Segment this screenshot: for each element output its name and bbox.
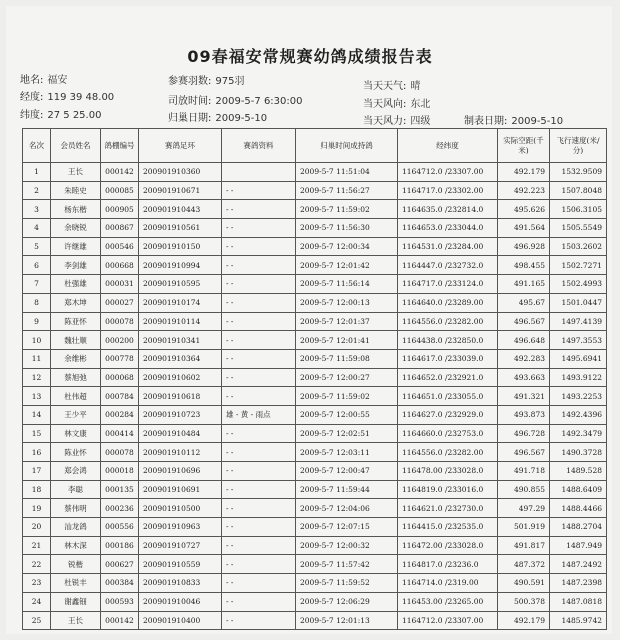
rank-cell: 7	[23, 275, 51, 294]
member-cell: 杜锐丰	[51, 574, 101, 593]
distance-cell: 492.223	[498, 181, 550, 200]
speed-cell: 1493.2253	[550, 387, 607, 406]
distance-cell: 493.873	[498, 405, 550, 424]
release-time-value: 2009-5-7 6:30:00	[215, 96, 303, 107]
lon-lat-cell: 1164438.0 /232850.0	[398, 331, 498, 350]
member-cell: 郑木坤	[51, 293, 101, 312]
pigeon-info-cell: - -	[222, 424, 296, 443]
distance-cell: 492.179	[498, 163, 550, 182]
lon-lat-cell: 1164640.0 /23289.00	[398, 293, 498, 312]
lon-lat-cell: 1164660.0 /232753.0	[398, 424, 498, 443]
ring-no-cell: 000031	[101, 275, 139, 294]
lon-lat-cell: 116453.00 /23265.00	[398, 592, 498, 611]
member-cell: 蔡伟明	[51, 499, 101, 518]
return-time-cell: 2009-5-7 12:00:27	[296, 368, 398, 387]
speed-cell: 1490.3728	[550, 443, 607, 462]
lon-lat-cell: 1164556.0 /23282.00	[398, 312, 498, 331]
ring-no-cell: 000027	[101, 293, 139, 312]
rank-cell: 18	[23, 480, 51, 499]
distance-cell: 496.928	[498, 237, 550, 256]
distance-cell: 498.455	[498, 256, 550, 275]
distance-cell: 491.817	[498, 536, 550, 555]
report-date-label: 制表日期:	[464, 116, 508, 127]
col-lon-lat: 经纬度	[398, 129, 498, 163]
ring-no-cell: 000236	[101, 499, 139, 518]
distance-cell: 490.591	[498, 574, 550, 593]
speed-cell: 1502.7271	[550, 256, 607, 275]
col-ring: 赛鸽足环	[139, 129, 222, 163]
pigeon-info-cell: 雄 - 黄 - 雨点	[222, 405, 296, 424]
distance-cell: 490.855	[498, 480, 550, 499]
rank-cell: 23	[23, 574, 51, 593]
location-value: 福安	[47, 75, 68, 86]
release-time-info	[168, 92, 303, 107]
distance-cell: 497.29	[498, 499, 550, 518]
ring-cell: 200901910963	[139, 518, 222, 537]
ring-cell: 200901910150	[139, 237, 222, 256]
pigeon-info-cell: - -	[222, 536, 296, 555]
speed-cell: 1487.949	[550, 536, 607, 555]
rank-cell: 1	[23, 163, 51, 182]
table-row	[23, 574, 607, 593]
return-time-cell: 2009-5-7 11:51:04	[296, 163, 398, 182]
ring-cell: 200901910671	[139, 181, 222, 200]
table-row	[23, 163, 607, 182]
table-row	[23, 237, 607, 256]
member-cell: 李聪	[51, 480, 101, 499]
longitude-label: 经度:	[20, 92, 44, 103]
lon-lat-cell: 1164635.0 /232814.0	[398, 200, 498, 219]
rank-cell: 13	[23, 387, 51, 406]
entries-label: 参赛羽数:	[168, 76, 212, 87]
ring-no-cell: 000627	[101, 555, 139, 574]
return-time-cell: 2009-5-7 11:56:30	[296, 219, 398, 238]
wind-force-value: 四级	[410, 116, 431, 127]
member-cell: 陈亚怀	[51, 312, 101, 331]
pigeon-info-cell: - -	[222, 181, 296, 200]
ring-cell: 200901910595	[139, 275, 222, 294]
table-row	[23, 443, 607, 462]
return-time-cell: 2009-5-7 12:04:06	[296, 499, 398, 518]
distance-cell: 495.67	[498, 293, 550, 312]
ring-cell: 200901910994	[139, 256, 222, 275]
distance-cell: 496.648	[498, 331, 550, 350]
return-time-cell: 2009-5-7 11:59:02	[296, 387, 398, 406]
member-cell: 余晓锐	[51, 219, 101, 238]
table-row	[23, 331, 607, 350]
rank-cell: 11	[23, 349, 51, 368]
ring-cell: 200901910559	[139, 555, 222, 574]
weather-value: 晴	[410, 81, 421, 92]
lon-lat-cell: 1164621.0 /232730.0	[398, 499, 498, 518]
lon-lat-cell: 1164651.0 /233055.0	[398, 387, 498, 406]
member-cell: 杜伟超	[51, 387, 101, 406]
ring-cell: 200901910723	[139, 405, 222, 424]
return-time-cell: 2009-5-7 12:03:11	[296, 443, 398, 462]
return-time-cell: 2009-5-7 12:06:29	[296, 592, 398, 611]
ring-cell: 200901910691	[139, 480, 222, 499]
speed-cell: 1492.4396	[550, 405, 607, 424]
rank-cell: 5	[23, 237, 51, 256]
rank-cell: 15	[23, 424, 51, 443]
pigeon-info-cell: - -	[222, 368, 296, 387]
table-row	[23, 424, 607, 443]
distance-cell: 496.567	[498, 443, 550, 462]
col-member: 会员姓名	[51, 129, 101, 163]
return-time-cell: 2009-5-7 11:56:27	[296, 181, 398, 200]
member-cell: 王长	[51, 611, 101, 630]
member-cell: 王少平	[51, 405, 101, 424]
ring-cell: 200901910443	[139, 200, 222, 219]
member-cell: 谢鑫钿	[51, 592, 101, 611]
rank-cell: 20	[23, 518, 51, 537]
speed-cell: 1487.2492	[550, 555, 607, 574]
distance-cell: 491.165	[498, 275, 550, 294]
lon-lat-cell: 1164819.0 /233016.0	[398, 480, 498, 499]
member-cell: 蔡旭弛	[51, 368, 101, 387]
ring-no-cell: 000668	[101, 256, 139, 275]
table-row	[23, 405, 607, 424]
pigeon-info-cell: - -	[222, 443, 296, 462]
member-cell: 李剑雄	[51, 256, 101, 275]
distance-cell: 491.718	[498, 462, 550, 481]
ring-cell: 200901910696	[139, 462, 222, 481]
table-row	[23, 536, 607, 555]
speed-cell: 1505.5549	[550, 219, 607, 238]
pigeon-info-cell: - -	[222, 499, 296, 518]
return-time-cell: 2009-5-7 12:00:34	[296, 237, 398, 256]
latitude-info	[20, 106, 101, 121]
weather-info	[363, 77, 420, 92]
speed-cell: 1503.2602	[550, 237, 607, 256]
ring-cell: 200901910174	[139, 293, 222, 312]
wind-force-info	[363, 112, 430, 127]
pigeon-info-cell: - -	[222, 293, 296, 312]
ring-cell: 200901910618	[139, 387, 222, 406]
col-distance: 实际空距(千米)	[498, 129, 550, 163]
speed-cell: 1493.9122	[550, 368, 607, 387]
rank-cell: 21	[23, 536, 51, 555]
lon-lat-cell: 1164712.0 /23307.00	[398, 611, 498, 630]
table-row	[23, 462, 607, 481]
lon-lat-cell: 1164653.0 /233044.0	[398, 219, 498, 238]
return-time-cell: 2009-5-7 11:59:44	[296, 480, 398, 499]
distance-cell: 496.728	[498, 424, 550, 443]
ring-no-cell: 000142	[101, 611, 139, 630]
pigeon-info-cell	[222, 163, 296, 182]
table-row	[23, 219, 607, 238]
ring-no-cell: 000867	[101, 219, 139, 238]
ring-cell: 200901910112	[139, 443, 222, 462]
distance-cell: 495.626	[498, 200, 550, 219]
ring-no-cell: 000135	[101, 480, 139, 499]
member-cell: 郑会鸿	[51, 462, 101, 481]
ring-no-cell: 000556	[101, 518, 139, 537]
ring-cell: 200901910833	[139, 574, 222, 593]
pigeon-info-cell: - -	[222, 275, 296, 294]
lon-lat-cell: 1164531.0 /23284.00	[398, 237, 498, 256]
col-return-time: 归巢时间成持鸽	[296, 129, 398, 163]
pigeon-info-cell: - -	[222, 611, 296, 630]
col-pigeon-info: 赛鸽资料	[222, 129, 296, 163]
ring-no-cell: 000284	[101, 405, 139, 424]
lon-lat-cell: 1164415.0 /232535.0	[398, 518, 498, 537]
pigeon-info-cell: - -	[222, 312, 296, 331]
return-time-cell: 2009-5-7 12:01:13	[296, 611, 398, 630]
member-cell: 杜强雄	[51, 275, 101, 294]
lon-lat-cell: 1164627.0 /232929.0	[398, 405, 498, 424]
wind-direction-info	[363, 95, 430, 110]
lon-lat-cell: 1164714.0 /2319.00	[398, 574, 498, 593]
table-header-row	[23, 129, 607, 163]
pigeon-info-cell: - -	[222, 219, 296, 238]
pigeon-info-cell: - -	[222, 592, 296, 611]
lon-lat-cell: 116478.00 /233028.0	[398, 462, 498, 481]
speed-cell: 1488.2704	[550, 518, 607, 537]
rank-cell: 19	[23, 499, 51, 518]
distance-cell: 491.564	[498, 219, 550, 238]
ring-no-cell: 000078	[101, 443, 139, 462]
speed-cell: 1492.3479	[550, 424, 607, 443]
return-time-cell: 2009-5-7 12:01:41	[296, 331, 398, 350]
distance-cell: 501.919	[498, 518, 550, 537]
latitude-value: 27 5 25.00	[47, 110, 102, 121]
col-speed: 飞行速度(米/分)	[550, 129, 607, 163]
distance-cell: 487.372	[498, 555, 550, 574]
rank-cell: 3	[23, 200, 51, 219]
col-ring-no: 鸽棚编号	[101, 129, 139, 163]
rank-cell: 14	[23, 405, 51, 424]
table-row	[23, 518, 607, 537]
lon-lat-cell: 1164617.0 /233039.0	[398, 349, 498, 368]
member-cell: 杨东楷	[51, 200, 101, 219]
speed-cell: 1487.0818	[550, 592, 607, 611]
member-cell: 陈业怀	[51, 443, 101, 462]
return-time-cell: 2009-5-7 12:01:37	[296, 312, 398, 331]
ring-cell: 200901910360	[139, 163, 222, 182]
ring-no-cell: 000085	[101, 181, 139, 200]
speed-cell: 1502.4993	[550, 275, 607, 294]
rank-cell: 4	[23, 219, 51, 238]
speed-cell: 1501.0447	[550, 293, 607, 312]
return-time-cell: 2009-5-7 12:00:55	[296, 405, 398, 424]
lon-lat-cell: 116472.00 /233028.0	[398, 536, 498, 555]
table-row	[23, 256, 607, 275]
speed-cell: 1497.3553	[550, 331, 607, 350]
rank-cell: 10	[23, 331, 51, 350]
ring-cell: 200901910484	[139, 424, 222, 443]
weather-label: 当天天气:	[363, 81, 407, 92]
latitude-label: 纬度:	[20, 110, 44, 121]
ring-no-cell: 000142	[101, 163, 139, 182]
speed-cell: 1497.4139	[550, 312, 607, 331]
entries-value: 975羽	[215, 76, 245, 87]
results-table	[22, 128, 607, 630]
wind-force-label: 当天风力:	[363, 116, 407, 127]
ring-cell: 200901910341	[139, 331, 222, 350]
rank-cell: 25	[23, 611, 51, 630]
ring-cell: 200901910561	[139, 219, 222, 238]
rank-cell: 24	[23, 592, 51, 611]
distance-cell: 492.179	[498, 611, 550, 630]
member-cell: 林木深	[51, 536, 101, 555]
location-label: 地名:	[20, 75, 44, 86]
ring-no-cell: 000414	[101, 424, 139, 443]
lon-lat-cell: 1164556.0 /23282.00	[398, 443, 498, 462]
ring-no-cell: 000905	[101, 200, 139, 219]
return-time-cell: 2009-5-7 12:00:32	[296, 536, 398, 555]
pigeon-info-cell: - -	[222, 256, 296, 275]
return-date-value: 2009-5-10	[215, 113, 268, 124]
table-row	[23, 275, 607, 294]
ring-cell: 200901910500	[139, 499, 222, 518]
pigeon-info-cell: - -	[222, 200, 296, 219]
pigeon-info-cell: - -	[222, 387, 296, 406]
report-date-info	[464, 112, 563, 127]
lon-lat-cell: 1164717.0 /23302.00	[398, 181, 498, 200]
table-row	[23, 293, 607, 312]
ring-no-cell: 000784	[101, 387, 139, 406]
table-row	[23, 349, 607, 368]
lon-lat-cell: 1164717.0 /233124.0	[398, 275, 498, 294]
pigeon-info-cell: - -	[222, 574, 296, 593]
speed-cell: 1495.6941	[550, 349, 607, 368]
return-time-cell: 2009-5-7 11:56:14	[296, 275, 398, 294]
lon-lat-cell: 1164652.0 /232921.0	[398, 368, 498, 387]
pigeon-info-cell: - -	[222, 331, 296, 350]
ring-no-cell: 000018	[101, 462, 139, 481]
rank-cell: 2	[23, 181, 51, 200]
ring-no-cell: 000778	[101, 349, 139, 368]
ring-no-cell: 000546	[101, 237, 139, 256]
distance-cell: 492.283	[498, 349, 550, 368]
member-cell: 朱睦史	[51, 181, 101, 200]
pigeon-info-cell: - -	[222, 462, 296, 481]
ring-cell: 200901910727	[139, 536, 222, 555]
lon-lat-cell: 1164817.0 /23236.0	[398, 555, 498, 574]
distance-cell: 500.378	[498, 592, 550, 611]
ring-cell: 200901910046	[139, 592, 222, 611]
return-time-cell: 2009-5-7 12:00:13	[296, 293, 398, 312]
distance-cell: 491.321	[498, 387, 550, 406]
return-time-cell: 2009-5-7 11:59:52	[296, 574, 398, 593]
ring-cell: 200901910364	[139, 349, 222, 368]
table-row	[23, 592, 607, 611]
rank-cell: 22	[23, 555, 51, 574]
ring-no-cell: 000593	[101, 592, 139, 611]
rank-cell: 9	[23, 312, 51, 331]
table-row	[23, 611, 607, 630]
rank-cell: 17	[23, 462, 51, 481]
ring-no-cell: 000186	[101, 536, 139, 555]
speed-cell: 1485.9742	[550, 611, 607, 630]
speed-cell: 1488.4466	[550, 499, 607, 518]
distance-cell: 493.663	[498, 368, 550, 387]
speed-cell: 1507.8048	[550, 181, 607, 200]
longitude-value: 119 39 48.00	[47, 92, 115, 103]
rank-cell: 12	[23, 368, 51, 387]
member-cell: 锐楷	[51, 555, 101, 574]
return-time-cell: 2009-5-7 12:00:47	[296, 462, 398, 481]
member-cell: 汕龙鸽	[51, 518, 101, 537]
speed-cell: 1506.3105	[550, 200, 607, 219]
ring-cell: 200901910400	[139, 611, 222, 630]
member-cell: 魏壮顺	[51, 331, 101, 350]
return-time-cell: 2009-5-7 11:57:42	[296, 555, 398, 574]
rank-cell: 16	[23, 443, 51, 462]
table-row	[23, 312, 607, 331]
table-row	[23, 181, 607, 200]
report-title: 09春福安常规赛幼鸽成绩报告表	[187, 47, 433, 66]
pigeon-info-cell: - -	[222, 480, 296, 499]
lon-lat-cell: 1164712.0 /23307.00	[398, 163, 498, 182]
return-time-cell: 2009-5-7 12:02:51	[296, 424, 398, 443]
speed-cell: 1487.2398	[550, 574, 607, 593]
rank-cell: 8	[23, 293, 51, 312]
speed-cell: 1489.528	[550, 462, 607, 481]
table-row	[23, 499, 607, 518]
pigeon-info-cell: - -	[222, 518, 296, 537]
ring-cell: 200901910602	[139, 368, 222, 387]
ring-no-cell: 000384	[101, 574, 139, 593]
distance-cell: 496.567	[498, 312, 550, 331]
col-rank: 名次	[23, 129, 51, 163]
return-time-cell: 2009-5-7 11:59:02	[296, 200, 398, 219]
table-row	[23, 480, 607, 499]
release-time-label: 司放时间:	[168, 96, 212, 107]
ring-no-cell: 000068	[101, 368, 139, 387]
return-time-cell: 2009-5-7 12:07:15	[296, 518, 398, 537]
pigeon-info-cell: - -	[222, 237, 296, 256]
table-row	[23, 387, 607, 406]
ring-no-cell: 000200	[101, 331, 139, 350]
speed-cell: 1488.6409	[550, 480, 607, 499]
location-info	[20, 71, 67, 86]
return-time-cell: 2009-5-7 11:59:08	[296, 349, 398, 368]
ring-cell: 200901910114	[139, 312, 222, 331]
wind-direction-label: 当天风向:	[363, 99, 407, 110]
table-row	[23, 200, 607, 219]
wind-direction-value: 东北	[410, 99, 431, 110]
pigeon-info-cell: - -	[222, 555, 296, 574]
speed-cell: 1532.9509	[550, 163, 607, 182]
lon-lat-cell: 1164447.0 /232732.0	[398, 256, 498, 275]
member-cell: 林文康	[51, 424, 101, 443]
longitude-info	[20, 88, 114, 103]
report-date-value: 2009-5-10	[511, 116, 564, 127]
return-date-info	[168, 109, 267, 124]
table-row	[23, 368, 607, 387]
rank-cell: 6	[23, 256, 51, 275]
table-row	[23, 555, 607, 574]
member-cell: 王长	[51, 163, 101, 182]
member-cell: 许继雄	[51, 237, 101, 256]
return-date-label: 归巢日期:	[168, 113, 212, 124]
member-cell: 余维彬	[51, 349, 101, 368]
pigeon-info-cell: - -	[222, 349, 296, 368]
return-time-cell: 2009-5-7 12:01:42	[296, 256, 398, 275]
ring-no-cell: 000078	[101, 312, 139, 331]
entries-info	[168, 72, 244, 87]
